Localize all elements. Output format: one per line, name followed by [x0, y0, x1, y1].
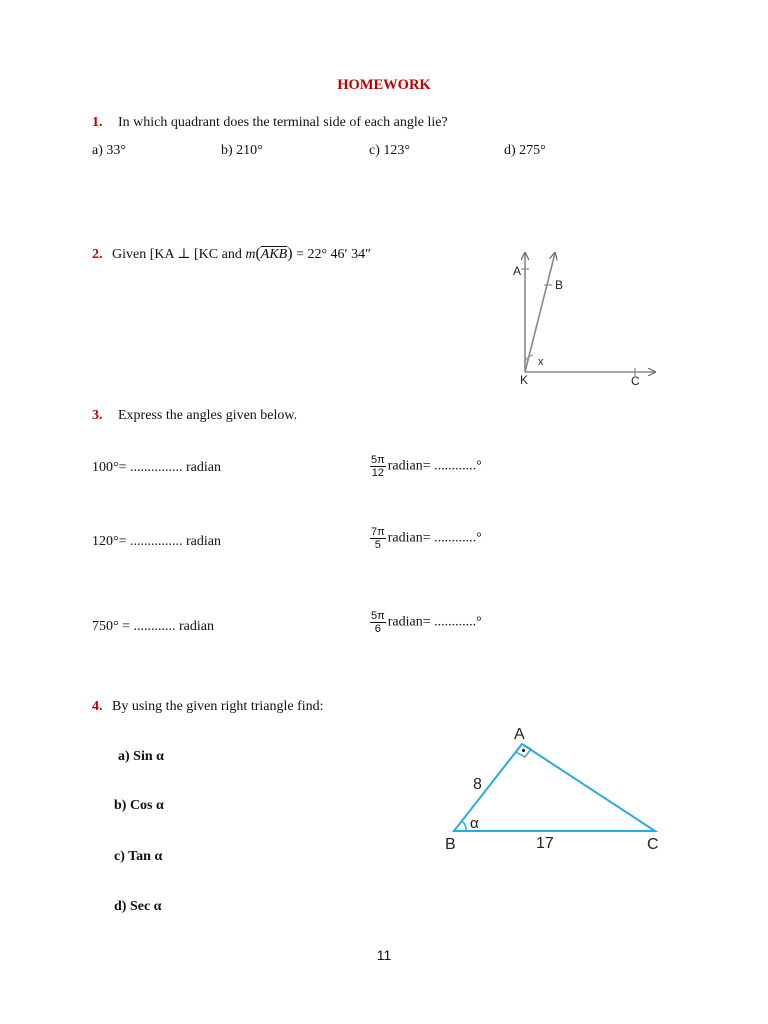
question-number: 4.	[92, 699, 103, 714]
right-angle-dot	[522, 749, 525, 752]
question-text: Given [KA ⊥ [KC and	[112, 247, 242, 262]
option-a: a) 33°	[92, 143, 126, 158]
question-4	[92, 699, 324, 715]
option-b: b) 210°	[221, 143, 263, 158]
measure-arc: $\overline{AKB}$	[260, 247, 288, 262]
side-bc-length: 17	[536, 835, 554, 852]
label-c: C	[631, 374, 640, 388]
page-title: HOMEWORK	[337, 77, 431, 93]
ray-kb	[525, 253, 555, 372]
question-number: 1.	[92, 115, 103, 130]
fraction: $\frac{5\pi}{12}$	[371, 454, 385, 479]
right-triangle-figure	[440, 720, 670, 855]
vertex-c: C	[647, 836, 659, 853]
label-a: A	[513, 264, 522, 278]
question-3	[92, 408, 297, 424]
conversion-left-2: 120°= ............... radian	[92, 534, 221, 549]
fraction: $\frac{5\pi}{6}$	[371, 610, 385, 635]
conversion-left-1: 100°= ............... radian	[92, 460, 221, 475]
vertex-b: B	[445, 836, 456, 853]
measure-value: = 22° 46′ 34″	[296, 247, 371, 262]
triangle	[454, 744, 655, 831]
question-2: 2. Given [KA ⊥ [KC and $m(\overline{AKB}) = 22^\circ$ 46′ 34″	[92, 245, 371, 262]
option-c: c) 123°	[369, 143, 410, 158]
conversion-left-3: 750° = ............ radian	[92, 619, 214, 634]
side-ab-length: 8	[473, 776, 482, 793]
page-number: 11	[376, 947, 392, 963]
question-text: In which quadrant does the terminal side of each angle lie?	[118, 115, 448, 130]
vertex-a: A	[514, 726, 525, 743]
part-c: c) Tan α	[114, 849, 163, 864]
label-x: x	[538, 356, 544, 368]
conversion-right-1: $\frac{5\pi}{12}$ radian= ............°	[371, 454, 482, 479]
angle-figure	[505, 245, 665, 390]
conversion-right-3: $\frac{5\pi}{6}$ radian= ............°	[371, 610, 482, 635]
question-number: 2.	[92, 247, 103, 262]
question-text: By using the given right triangle find:	[112, 699, 324, 714]
part-d: d) Sec α	[114, 899, 162, 914]
angle-arc	[462, 821, 466, 831]
label-k: K	[520, 373, 529, 387]
option-d: d) 275°	[504, 143, 546, 158]
question-1	[92, 115, 448, 131]
fraction: $\frac{7\pi}{5}$	[371, 526, 385, 551]
part-b: b) Cos α	[114, 798, 164, 813]
part-a: a) Sin α	[118, 749, 164, 764]
question-number: 3.	[92, 408, 103, 423]
angle-alpha-label: α	[470, 815, 479, 832]
label-b: B	[555, 278, 564, 292]
measure-m: m	[245, 247, 256, 262]
conversion-right-2: $\frac{7\pi}{5}$ radian= ............°	[371, 526, 482, 551]
question-text: Express the angles given below.	[118, 408, 298, 423]
